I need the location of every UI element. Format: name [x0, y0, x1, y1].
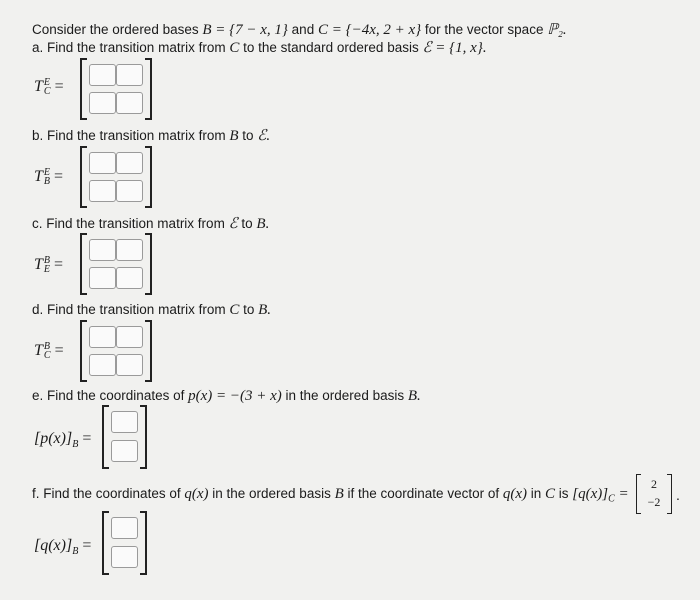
subscript: B [43, 176, 51, 188]
subscript: E [43, 264, 51, 276]
part-e-prompt [32, 388, 421, 405]
label-indices [44, 168, 50, 186]
left-bracket [102, 511, 109, 575]
superscript: B [43, 255, 51, 267]
prompt-text: in the ordered basis [281, 388, 408, 403]
prompt-math: ℰ [228, 216, 238, 232]
matrix-cell-input[interactable] [116, 64, 143, 86]
part-e-label [34, 430, 91, 450]
prompt-math: p(x) = −(3 + x) [188, 388, 282, 404]
matrix-cell-input[interactable] [89, 354, 116, 376]
prompt-text: b. Find the transition matrix from [32, 128, 230, 143]
prompt-math: q(x) [184, 486, 209, 502]
prompt-math: B. [407, 388, 421, 404]
prompt-text: d. Find the transition matrix from [32, 302, 230, 317]
part-b-matrix [80, 146, 152, 208]
right-bracket [140, 405, 147, 469]
basis-B: B = {7 − x, 1} [202, 22, 288, 38]
part-d-prompt [32, 302, 271, 319]
left-bracket [80, 233, 87, 295]
right-bracket [667, 474, 672, 514]
problem-intro [32, 20, 567, 39]
prompt-text: if the coordinate vector of [343, 486, 503, 501]
prompt-math: B [334, 486, 344, 502]
matrix-cell-input[interactable] [89, 267, 116, 289]
matrix-cell-input[interactable] [89, 152, 116, 174]
part-d-matrix [80, 320, 152, 382]
matrix-cell-input[interactable] [116, 326, 143, 348]
right-bracket [145, 146, 152, 208]
prompt-text: a. Find the transition matrix from [32, 40, 230, 55]
part-f-vector [102, 511, 147, 575]
vector-space: ℙ₂. [547, 22, 567, 38]
subscript: B [72, 439, 79, 451]
part-e-vector [102, 405, 147, 469]
vector-cell-input[interactable] [111, 411, 138, 433]
vector-cell-input[interactable] [111, 546, 138, 568]
vector-entry: −2 [647, 495, 661, 509]
prompt-text: f. Find the coordinates of [32, 486, 185, 501]
matrix-cell-input[interactable] [89, 180, 116, 202]
intro-text: Consider the ordered bases [32, 22, 203, 37]
superscript: E [43, 77, 51, 89]
matrix-cell-input[interactable] [116, 152, 143, 174]
matrix-cell-input[interactable] [116, 180, 143, 202]
part-f-label [34, 537, 91, 557]
equals-sign: = [54, 168, 64, 185]
superscript: B [43, 341, 51, 353]
prompt-math: C [545, 486, 556, 502]
label-symbol: T [34, 256, 43, 273]
subscript: C [43, 86, 51, 98]
prompt-math: B. [258, 302, 272, 318]
prompt-text: is [555, 486, 573, 501]
prompt-math: B. [256, 216, 270, 232]
part-a-matrix [80, 58, 152, 120]
part-b-prompt [32, 126, 270, 145]
left-bracket [80, 320, 87, 382]
intro-text: for the vector space [421, 22, 548, 37]
matrix-cell-input[interactable] [89, 64, 116, 86]
prompt-math: ℰ. [257, 128, 271, 144]
label-indices [44, 256, 50, 274]
part-c-label [34, 256, 63, 274]
part-a-label [34, 78, 64, 96]
left-bracket [80, 146, 87, 208]
part-a-prompt [32, 38, 487, 57]
prompt-math: ℰ = {1, x}. [422, 40, 487, 56]
part-c-prompt [32, 214, 269, 233]
subscript: C [43, 350, 51, 362]
prompt-math: C [229, 40, 240, 56]
matrix-cell-input[interactable] [116, 267, 143, 289]
equals-sign: = [614, 486, 629, 502]
equals-sign: = [54, 256, 64, 273]
prompt-math: [q(x)] [572, 486, 609, 502]
prompt-text: c. Find the transition matrix from [32, 216, 229, 231]
label-indices [44, 342, 51, 360]
part-c-matrix [80, 233, 152, 295]
superscript: E [43, 167, 51, 179]
prompt-text: to [239, 302, 259, 317]
matrix-cell-input[interactable] [89, 92, 116, 114]
prompt-math: B [229, 128, 239, 144]
label-symbol: T [34, 342, 43, 359]
equals-sign: = [54, 78, 64, 95]
prompt-text: to [238, 128, 258, 143]
subscript: B [72, 546, 79, 558]
prompt-text: in the ordered basis [208, 486, 335, 501]
part-b-label [34, 168, 63, 186]
matrix-cell-input[interactable] [89, 239, 116, 261]
label-symbol: T [34, 168, 43, 185]
prompt-math: q(x) [502, 486, 527, 502]
vector-entry: 2 [651, 477, 657, 491]
part-d-label [34, 342, 64, 360]
right-bracket [145, 58, 152, 120]
label-symbol: [p(x)] [34, 430, 73, 447]
vector-cell-input[interactable] [111, 517, 138, 539]
matrix-cell-input[interactable] [116, 239, 143, 261]
right-bracket [145, 233, 152, 295]
subscript: C [608, 493, 615, 505]
matrix-cell-input[interactable] [89, 326, 116, 348]
prompt-text: to the standard ordered basis [239, 40, 423, 55]
prompt-text: in [527, 486, 546, 501]
intro-text: and [287, 22, 318, 37]
right-bracket [145, 320, 152, 382]
prompt-text: to [237, 216, 257, 231]
label-symbol: [q(x)] [34, 537, 73, 554]
prompt-math: C [229, 302, 240, 318]
label-indices [44, 78, 51, 96]
part-f-prompt [32, 486, 629, 505]
prompt-text: e. Find the coordinates of [32, 388, 189, 403]
given-coordinate-vector [636, 474, 672, 514]
equals-sign: = [82, 537, 92, 554]
period: . [676, 487, 680, 503]
label-symbol: T [34, 78, 43, 95]
equals-sign: = [82, 430, 92, 447]
right-bracket [140, 511, 147, 575]
left-bracket [102, 405, 109, 469]
vector-cell-input[interactable] [111, 440, 138, 462]
basis-C: C = {−4x, 2 + x} [317, 22, 422, 38]
left-bracket [80, 58, 87, 120]
matrix-cell-input[interactable] [116, 354, 143, 376]
equals-sign: = [54, 342, 64, 359]
matrix-cell-input[interactable] [116, 92, 143, 114]
left-bracket [636, 474, 641, 514]
